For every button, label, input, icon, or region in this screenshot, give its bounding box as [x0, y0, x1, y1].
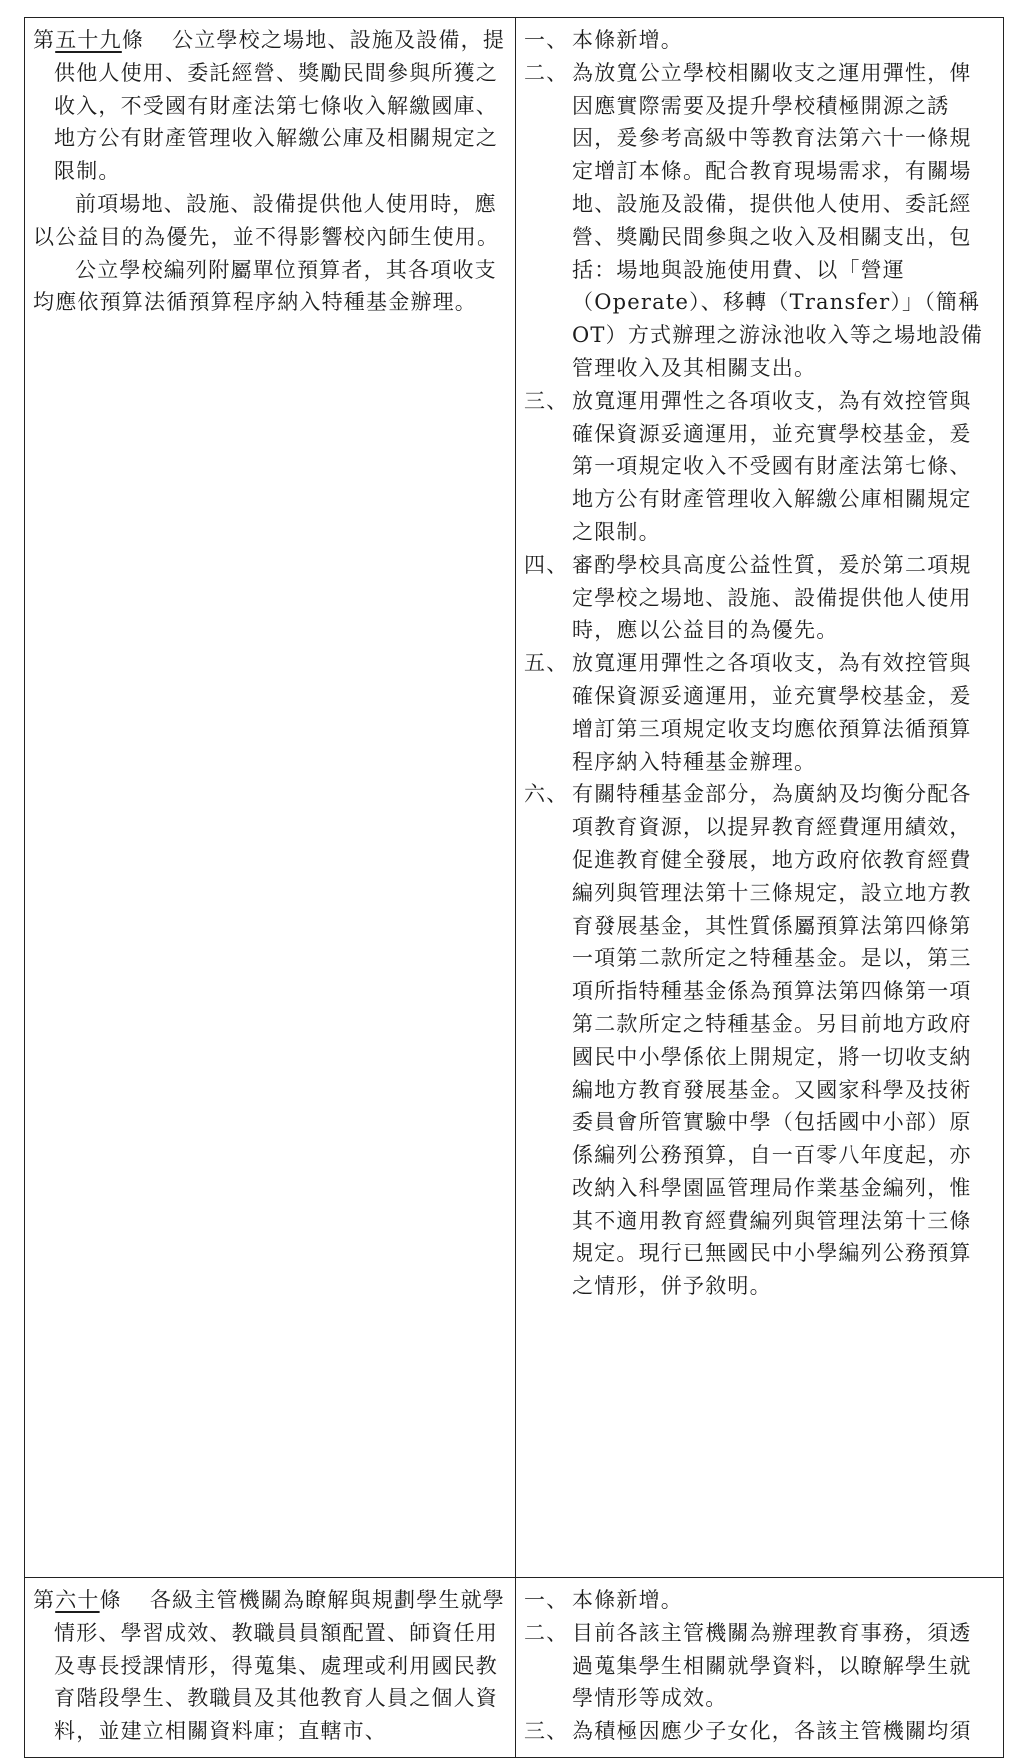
article-60-row [25, 1578, 1004, 1758]
article-59-text-cell [25, 18, 516, 1578]
note-item: 五、 放寬運用彈性之各項收支，為有效控管與確保資源妥適運用，並充實學校基金，爰增訂第三項規定收支均應依預算法循預算程序納入特種基金辦理。 [524, 651, 972, 774]
note-item: 一、 本條新增。 [524, 1588, 683, 1612]
article-60-number: 六十 [55, 1588, 100, 1612]
article-60-notes-list [524, 1584, 993, 1748]
note-item: 一、 本條新增。 [524, 28, 683, 52]
article-59-notes-cell [516, 18, 1004, 1578]
article-60-heading: 第六十條 [33, 1588, 122, 1612]
note-item: 六、 有關特種基金部分，為廣納及均衡分配各項教育資源，以提昇教育經費運用績效，促進教育健全發展，地方政府依教育經費編列與管理法第十三條規定，設立地方教育發展基金，其性質係屬預算法第四條第一項第二款所定之特種基金。是以，第三項所指特種基金係為預算法第四條第一項第二款所定之特種基金。另目前地方政府國民中小學係依上開規定，將一切收支納編地方教育發展基金。又國家科學及技術委員會所管實驗中學（包括國中小部）原係編列公務預算，自一百零八年度起，亦改納入科學園區管理局作業基金編列，惟其不適用教育經費編列與管理法第十三條規定。現行已無國民中小學編列公務預算之情形，併予敘明。 [524, 782, 972, 1299]
note-item: 二、 為放寬公立學校相關收支之運用彈性，俾因應實際需要及提升學校積極開源之誘因，爰參考高級中等教育法第六十一條規定增訂本條。配合教育現場需求，有關場地、設施及設備，提供他人使用、委託經營、獎勵民間參與之收入及相關支出，包括：場地與設施使用費、以「營運（Operate）、移轉（Transfer）」（簡稱OT）方式辦理之游泳池收入等之場地設備管理收入及其相關支出。 [524, 60, 984, 380]
article-59-paragraph-3: 公立學校編列附屬單位預算者，其各項收支均應依預算法循預算程序納入特種基金辦理。 [33, 257, 497, 315]
article-59-paragraph-1: 第五十九條 公立學校之場地、設施及設備，提供他人使用、委託經營、獎勵民間參與所獲之收入，不受國有財產法第七條收入解繳國庫、地方公有財產管理收入解繳公庫及相關規定之限制。 [33, 28, 506, 184]
article-59-heading: 第五十九條 [33, 28, 145, 52]
article-60-text-cell [25, 1578, 516, 1758]
note-item: 三、 放寬運用彈性之各項收支，為有效控管與確保資源妥適運用，並充實學校基金，爰第一項規定收入不受國有財產法第七條、地方公有財產管理收入解繳公庫相關規定之限制。 [524, 388, 972, 544]
note-item: 二、 目前各該主管機關為辦理教育事務，須透過蒐集學生相關就學資料，以瞭解學生就學情形等成效。 [524, 1620, 972, 1711]
article-60-notes-cell [516, 1578, 1004, 1758]
note-item: 四、 審酌學校具高度公益性質，爰於第二項規定學校之場地、設施、設備提供他人使用時，應以公益目的為優先。 [524, 552, 972, 643]
article-60-paragraph-1: 第六十條 各級主管機關為瞭解與規劃學生就學情形、學習成效、教職員員額配置、師資任用及專長授課情形，得蒐集、處理或利用國民教育階段學生、教職員及其他教育人員之個人資料，並建立相關資料庫；直轄市、 [33, 1588, 506, 1744]
article-59-paragraph-2: 前項場地、設施、設備提供他人使用時，應以公益目的為優先，並不得影響校內師生使用。 [33, 191, 500, 249]
article-59-notes-list [524, 24, 993, 1303]
article-59-row [25, 18, 1004, 1578]
comparison-table [24, 17, 1004, 1758]
note-item: 三、 為積極因應少子女化，各該主管機關均須 [524, 1719, 972, 1744]
article-59-number: 五十九 [55, 28, 122, 52]
